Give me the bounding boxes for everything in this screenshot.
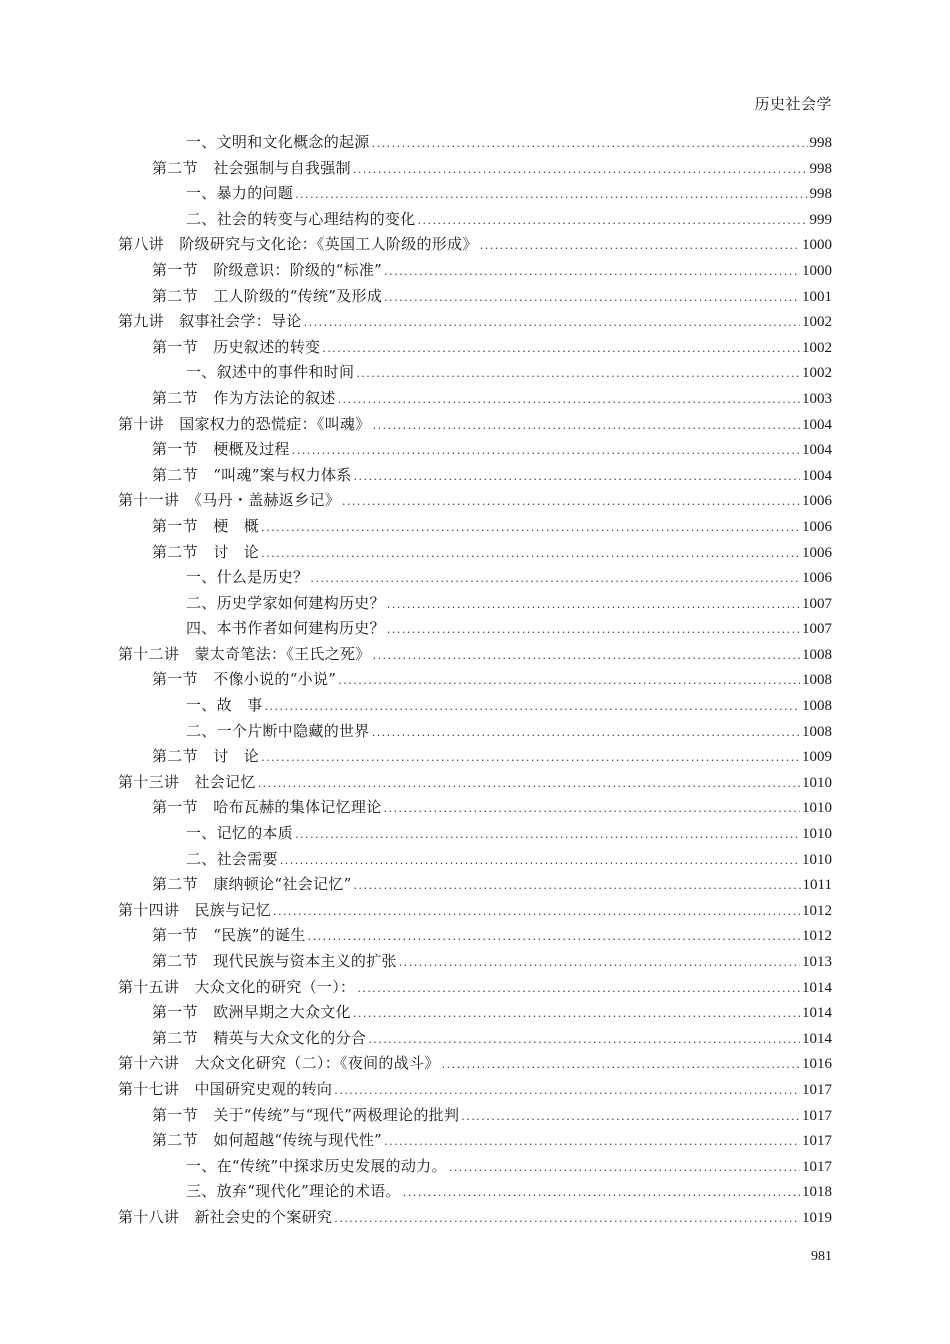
toc-dot-leader bbox=[372, 131, 808, 157]
toc-entry-page: 1001 bbox=[802, 288, 832, 305]
toc-dot-leader bbox=[353, 1001, 800, 1027]
toc-dot-leader bbox=[334, 1078, 800, 1104]
toc-entry-page: 999 bbox=[809, 211, 832, 228]
toc-dot-leader bbox=[354, 873, 801, 899]
toc-entry-page: 1007 bbox=[802, 595, 832, 612]
toc-entry-page: 1002 bbox=[802, 314, 832, 331]
toc-entry bbox=[118, 1077, 832, 1103]
toc-entry bbox=[118, 770, 832, 796]
toc-entry-title: 第二节 社会强制与自我强制 bbox=[152, 158, 351, 177]
toc-entry-page: 1008 bbox=[802, 646, 832, 663]
toc-entry-title: 三、放弃“现代化”理论的术语。 bbox=[186, 1182, 401, 1201]
toc-entry-page: 1014 bbox=[802, 1005, 832, 1022]
toc-entry-page: 998 bbox=[809, 160, 832, 177]
toc-entry bbox=[118, 360, 832, 386]
toc-dot-leader bbox=[261, 515, 800, 541]
toc-entry-title: 一、故 事 bbox=[186, 696, 263, 715]
toc-dot-leader bbox=[261, 541, 800, 567]
toc-entry-title: 第十八讲 新社会史的个案研究 bbox=[118, 1207, 333, 1226]
toc-entry bbox=[118, 1026, 832, 1052]
toc-dot-leader bbox=[354, 464, 800, 490]
toc-dot-leader bbox=[295, 822, 800, 848]
toc-dot-leader bbox=[334, 1206, 800, 1232]
toc-entry bbox=[118, 565, 832, 591]
toc-entry bbox=[118, 514, 832, 540]
toc-dot-leader bbox=[418, 208, 808, 234]
toc-entry bbox=[118, 744, 832, 770]
toc-entry bbox=[118, 437, 832, 463]
toc-entry bbox=[118, 309, 832, 335]
toc-entry-page: 1006 bbox=[802, 570, 832, 587]
toc-entry-title: 一、记忆的本质 bbox=[186, 824, 294, 843]
toc-dot-leader bbox=[449, 1155, 800, 1181]
toc-entry-page: 1017 bbox=[802, 1107, 832, 1124]
toc-entry-title: 二、一个片断中隐藏的世界 bbox=[186, 721, 370, 740]
toc-entry-title: 第二节 现代民族与资本主义的扩张 bbox=[152, 952, 397, 970]
toc-entry bbox=[118, 130, 832, 156]
toc-entry bbox=[118, 616, 832, 642]
toc-entry bbox=[118, 591, 832, 617]
toc-entry-title: 第二节 工人阶级的“传统”及形成 bbox=[152, 286, 383, 305]
toc-entry bbox=[118, 872, 832, 898]
toc-entry-title: 第八讲 阶级研究与文化论：《英国工人阶级的形成》 bbox=[118, 235, 478, 254]
running-header-title: 历史社会学 bbox=[754, 95, 832, 113]
toc-dot-leader bbox=[356, 361, 800, 387]
toc-entry-page: 1004 bbox=[802, 467, 832, 484]
toc-entry-title: 第二节 “叫魂”案与权力体系 bbox=[152, 465, 352, 484]
toc-entry-page: 1008 bbox=[802, 672, 832, 689]
toc-entry bbox=[118, 975, 832, 1001]
toc-entry bbox=[118, 1103, 832, 1129]
toc-entry-title: 第一节 不像小说的“小说” bbox=[152, 670, 337, 689]
toc-entry bbox=[118, 1000, 832, 1026]
toc-entry bbox=[118, 642, 832, 668]
toc-dot-leader bbox=[322, 336, 800, 362]
toc-entry-title: 第一节 欧洲早期之大众文化 bbox=[152, 1003, 351, 1022]
toc-entry-title: 第十四讲 民族与记忆 bbox=[118, 900, 272, 919]
toc-entry bbox=[118, 1051, 832, 1077]
toc-dot-leader bbox=[261, 745, 800, 771]
toc-dot-leader bbox=[353, 157, 808, 183]
toc-entry-page: 1019 bbox=[802, 1209, 832, 1226]
toc-entry bbox=[118, 207, 832, 233]
toc-dot-leader bbox=[461, 1104, 800, 1130]
toc-entry-title: 一、什么是历史？ bbox=[186, 568, 309, 587]
toc-dot-leader bbox=[308, 924, 800, 950]
toc-dot-leader bbox=[403, 1180, 800, 1206]
toc-entry-page: 1018 bbox=[802, 1184, 832, 1201]
toc-entry-title: 一、文明和文化概念的起源 bbox=[186, 133, 370, 151]
toc-entry-page: 1008 bbox=[802, 723, 832, 740]
toc-entry-title: 第十七讲 中国研究史观的转向 bbox=[118, 1079, 333, 1098]
toc-dot-leader bbox=[338, 668, 800, 694]
toc-dot-leader bbox=[373, 643, 800, 669]
toc-entry-page: 1017 bbox=[802, 1133, 832, 1150]
toc-entry-title: 第十一讲 《马丹・盖赫返乡记》 bbox=[118, 491, 341, 510]
toc-dot-leader bbox=[310, 566, 800, 592]
toc-dot-leader bbox=[265, 694, 800, 720]
toc-entry-page: 1010 bbox=[802, 826, 832, 843]
toc-entry bbox=[118, 335, 832, 361]
toc-entry-page: 1009 bbox=[802, 749, 832, 766]
toc-entry bbox=[118, 667, 832, 693]
toc-entry-page: 1010 bbox=[802, 774, 832, 791]
toc-dot-leader bbox=[480, 233, 800, 259]
toc-entry-page: 1014 bbox=[802, 1030, 832, 1047]
toc-entry-title: 第十二讲 蒙太奇笔法：《王氏之死》 bbox=[118, 644, 371, 663]
toc-entry bbox=[118, 181, 832, 207]
toc-dot-leader bbox=[387, 617, 800, 643]
toc-dot-leader bbox=[338, 387, 800, 413]
toc-entry bbox=[118, 412, 832, 438]
toc-entry-page: 1013 bbox=[802, 954, 832, 970]
toc-entry bbox=[118, 1154, 832, 1180]
toc-entry-page: 1006 bbox=[802, 493, 832, 510]
toc-dot-leader bbox=[292, 438, 800, 464]
toc-entry-title: 一、暴力的问题 bbox=[186, 184, 294, 203]
toc-entry-page: 1004 bbox=[802, 442, 832, 459]
toc-entry-title: 第十讲 国家权力的恐慌症：《叫魂》 bbox=[118, 414, 371, 433]
toc-dot-leader bbox=[280, 848, 800, 874]
toc-dot-leader bbox=[372, 720, 800, 746]
toc-dot-leader bbox=[373, 413, 800, 439]
toc-dot-leader bbox=[304, 310, 800, 336]
toc-entry bbox=[118, 949, 832, 975]
toc-entry-page: 1012 bbox=[802, 928, 832, 945]
toc-entry bbox=[118, 232, 832, 258]
toc-entry-page: 1000 bbox=[802, 237, 832, 254]
toc-entry-title: 第一节 梗概及过程 bbox=[152, 440, 290, 459]
toc-entry-title: 第十六讲 大众文化研究（二）：《夜间的战斗》 bbox=[118, 1054, 440, 1073]
toc-dot-leader bbox=[384, 796, 800, 822]
toc-entry-title: 第二节 如何超越“传统与现代性” bbox=[152, 1131, 383, 1150]
toc-entry bbox=[118, 386, 832, 412]
toc-entry-page: 1007 bbox=[802, 621, 832, 638]
toc-entry-title: 第二节 精英与大众文化的分合 bbox=[152, 1028, 367, 1047]
toc-entry bbox=[118, 719, 832, 745]
toc-entry-page: 1000 bbox=[802, 262, 832, 279]
toc-entry-title: 二、社会需要 bbox=[186, 849, 278, 868]
toc-entry bbox=[118, 1179, 832, 1205]
toc-entry bbox=[118, 898, 832, 924]
toc-dot-leader bbox=[442, 1052, 800, 1078]
toc-dot-leader bbox=[399, 950, 800, 976]
toc-entry-page: 1014 bbox=[802, 979, 832, 996]
toc-entry-page: 1004 bbox=[802, 416, 832, 433]
toc-dot-leader bbox=[357, 976, 800, 1002]
toc-entry bbox=[118, 847, 832, 873]
toc-entry-title: 二、历史学家如何建构历史？ bbox=[186, 593, 385, 612]
toc-entry-page: 1006 bbox=[802, 518, 832, 535]
toc-entry-title: 第一节 关于“传统”与“现代”两极理论的批判 bbox=[152, 1105, 460, 1124]
toc-dot-leader bbox=[384, 285, 800, 311]
toc-entry-title: 二、社会的转变与心理结构的变化 bbox=[186, 209, 416, 228]
toc-entry-title: 第一节 “民族”的诞生 bbox=[152, 926, 306, 945]
toc-entry-page: 1016 bbox=[802, 1056, 832, 1073]
toc-entry bbox=[118, 923, 832, 949]
toc-entry bbox=[118, 821, 832, 847]
toc-dot-leader bbox=[368, 1027, 800, 1053]
toc-entry-title: 第二节 作为方法论的叙述 bbox=[152, 388, 336, 407]
toc-entry-title: 第一节 哈布瓦赫的集体记忆理论 bbox=[152, 798, 382, 817]
toc-entry-page: 1002 bbox=[802, 339, 832, 356]
toc-entry bbox=[118, 795, 832, 821]
toc-entry-title: 四、本书作者如何建构历史？ bbox=[186, 619, 385, 638]
toc-entry-title: 第十三讲 社会记忆 bbox=[118, 772, 256, 791]
toc-entry-page: 1002 bbox=[802, 365, 832, 382]
toc-dot-leader bbox=[384, 1129, 800, 1155]
toc-entry-page: 1006 bbox=[802, 544, 832, 561]
toc-entry-page: 1012 bbox=[802, 902, 832, 919]
toc-entry-title: 一、在“传统”中探求历史发展的动力。 bbox=[186, 1156, 447, 1175]
toc-entry-page: 998 bbox=[809, 186, 832, 203]
toc-entry-title: 第二节 讨 论 bbox=[152, 747, 260, 766]
toc-entry-title: 一、叙述中的事件和时间 bbox=[186, 363, 355, 382]
toc-entry-page: 1011 bbox=[802, 877, 832, 894]
toc-entry bbox=[118, 1205, 832, 1231]
toc-entry-title: 第二节 讨 论 bbox=[152, 542, 260, 561]
toc-dot-leader bbox=[387, 592, 800, 618]
toc-dot-leader bbox=[273, 899, 800, 925]
toc-dot-leader bbox=[384, 259, 800, 285]
toc-entry-page: 1008 bbox=[802, 698, 832, 715]
toc-dot-leader bbox=[342, 489, 800, 515]
toc-entry bbox=[118, 156, 832, 182]
toc-entry-title: 第一节 历史叙述的转变 bbox=[152, 337, 321, 356]
toc-entry bbox=[118, 488, 832, 514]
toc-entry-page: 1010 bbox=[802, 800, 832, 817]
toc-entry-title: 第一节 梗 概 bbox=[152, 516, 260, 535]
toc-entry-title: 第二节 康纳顿论“社会记忆” bbox=[152, 875, 352, 894]
toc-entry bbox=[118, 463, 832, 489]
toc-entry bbox=[118, 1128, 832, 1154]
toc-entry-title: 第一节 阶级意识：阶级的“标准” bbox=[152, 260, 383, 279]
toc-entry-title: 第九讲 叙事社会学：导论 bbox=[118, 312, 302, 331]
toc-entry-page: 1010 bbox=[802, 851, 832, 868]
toc-entry-page: 1003 bbox=[802, 390, 832, 407]
toc-entry-page: 1017 bbox=[802, 1158, 832, 1175]
toc-entry bbox=[118, 540, 832, 566]
page-number: 981 bbox=[811, 1249, 832, 1264]
toc-entry bbox=[118, 258, 832, 284]
toc-entry-page: 1017 bbox=[802, 1081, 832, 1098]
toc-dot-leader bbox=[258, 771, 800, 797]
table-of-contents bbox=[118, 130, 832, 1231]
toc-entry-page: 998 bbox=[809, 135, 832, 151]
toc-entry-title: 第十五讲 大众文化的研究（一）： bbox=[118, 977, 356, 996]
toc-dot-leader bbox=[295, 182, 807, 208]
toc-entry bbox=[118, 284, 832, 310]
toc-entry bbox=[118, 693, 832, 719]
